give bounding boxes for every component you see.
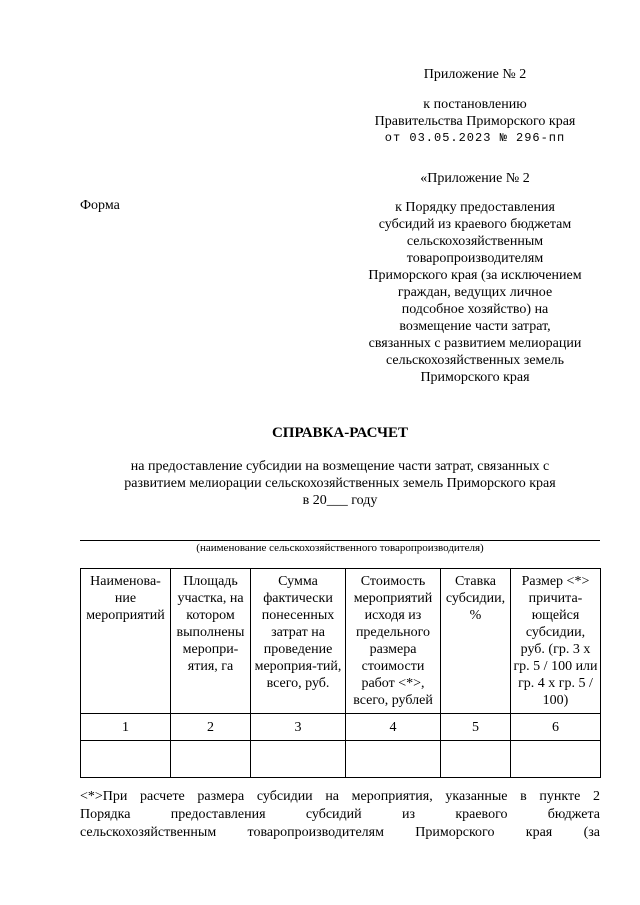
appendix2-line: товаропроизводителям	[406, 251, 544, 266]
subtitle-line: на предоставление субсидии на возмещение части затрат, связанных с	[130, 459, 550, 474]
appendix2-line: Приморского края	[420, 370, 530, 385]
header-cell: Площадь участка, на котором выполнены меропри-ятия, га	[171, 569, 251, 714]
document-subtitle	[60, 458, 620, 509]
appendix-number: Приложение № 2	[423, 67, 527, 82]
decree-reference: от 03.05.2023 № 296-пп	[384, 131, 566, 145]
column-number: 4	[346, 714, 441, 741]
appendix2-line: субсидий из краевого бюджетам	[378, 217, 572, 232]
form-label: Форма	[80, 198, 120, 213]
header-cell: Стоимость мероприятий исходя из предельного размера стоимости работ <*>, всего, рублей	[346, 569, 441, 714]
appendix-header	[340, 66, 610, 147]
calculation-table	[80, 568, 601, 778]
table-cell[interactable]	[511, 741, 601, 778]
appendix2-line: сельскохозяйственных земель	[385, 353, 564, 368]
table-header-row	[81, 569, 601, 714]
document-title: СПРАВКА-РАСЧЕТ	[271, 425, 409, 441]
appendix2-line: граждан, ведущих личное	[397, 285, 553, 300]
table-number-row	[81, 714, 601, 741]
footnote-line: <*>При расчете размера субсидии на мероприятия, указанные в пункте 2	[80, 789, 600, 804]
header-cell: Сумма фактически понесенных затрат на проведение мероприя-тий, всего, руб.	[251, 569, 346, 714]
decree-line-2: Правительства Приморского края	[374, 114, 576, 129]
footnote-line: Порядка предоставления субсидий из краевого бюджета	[80, 807, 600, 822]
appendix2-line: к Порядку предоставления	[395, 200, 555, 215]
producer-name-line	[80, 540, 600, 541]
column-number: 2	[171, 714, 251, 741]
footnote	[80, 788, 600, 842]
appendix2-block	[340, 170, 610, 386]
subtitle-line: развитием мелиорации сельскохозяйственных земель Приморского края	[124, 476, 556, 491]
appendix2-line: подсобное хозяйство) на	[401, 302, 549, 317]
header-cell: Наименова-ние мероприятий	[81, 569, 171, 714]
appendix2-line: Приморского края (за исключением	[368, 268, 582, 283]
column-number: 3	[251, 714, 346, 741]
decree-line-1: к постановлению	[423, 97, 527, 112]
appendix2-line: связанных с развитием мелиорации	[368, 336, 582, 351]
header-cell: Ставка субсидии, %	[441, 569, 511, 714]
table-cell[interactable]	[251, 741, 346, 778]
table-row	[81, 741, 601, 778]
footnote-line: сельскохозяйственным товаропроизводителям Приморского края (за	[80, 825, 600, 840]
appendix2-line: сельскохозяйственным	[406, 234, 544, 249]
producer-caption: (наименование сельскохозяйственного товаропроизводителя)	[196, 542, 484, 554]
table-cell[interactable]	[81, 741, 171, 778]
subtitle-line: в 20___ году	[302, 493, 378, 508]
table-cell[interactable]	[441, 741, 511, 778]
appendix2-title: «Приложение № 2	[420, 171, 530, 186]
column-number: 6	[511, 714, 601, 741]
table-cell[interactable]	[171, 741, 251, 778]
table-cell[interactable]	[346, 741, 441, 778]
header-cell: Размер <*> причита-ющейся субсидии, руб. (гр. 3 х гр. 5 / 100 или гр. 4 х гр. 5 / 100)	[511, 569, 601, 714]
column-number: 1	[81, 714, 171, 741]
appendix2-line: возмещение части затрат,	[399, 319, 551, 334]
column-number: 5	[441, 714, 511, 741]
